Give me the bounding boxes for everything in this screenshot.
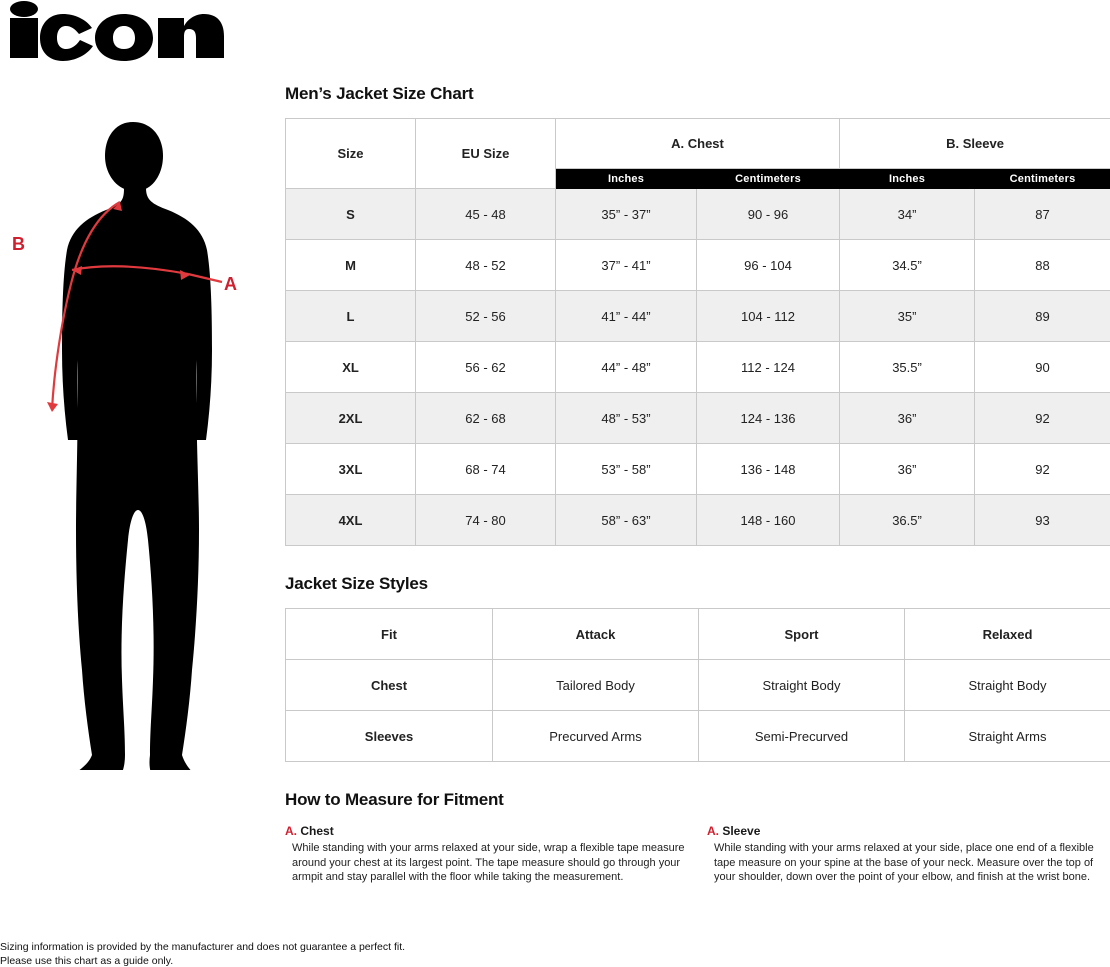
table-row [286,495,1110,546]
measure-chest-text: While standing with your arms relaxed at your side, wrap a flexible tape measure around your chest at its largest point. The tape measure should go through your armpit and stay parallel with the floor while taking the measurement. [292,842,685,884]
header-sleeve-inches: Inches [840,169,975,189]
styles-title: Jacket Size Styles [285,574,428,593]
cell-size: S [286,189,416,240]
table-row [286,342,1110,393]
cell-size: L [286,291,416,342]
table-row [286,240,1110,291]
cell-sleeve-cm: 90 [975,342,1110,393]
cell-eu: 52 - 56 [416,291,556,342]
cell-chest-in: 48” - 53” [556,393,697,444]
measure-sleeve-heading [707,824,1107,838]
cell-sleeve-in: 34.5” [840,240,975,291]
cell-sleeve-cm: 88 [975,240,1110,291]
cell-sleeve-in: 36” [840,393,975,444]
measure-chest-block [285,824,685,885]
cell-sleeve-in: 36” [840,444,975,495]
cell-sleeve-cm: 92 [975,444,1110,495]
styles-header-sport: Sport [699,609,905,660]
cell-sleeve-cm: 92 [975,393,1110,444]
cell-chest-in: 58” - 63” [556,495,697,546]
table-row [286,393,1110,444]
header-size: Size [286,119,416,189]
page-title: Men’s Jacket Size Chart [285,84,474,103]
size-chart-table [285,118,1110,546]
measure-chest-letter: A. [285,824,297,838]
cell-chest-cm: 148 - 160 [697,495,840,546]
styles-row-sleeves [286,711,1110,762]
cell-sleeve-in: 36.5” [840,495,975,546]
cell-eu: 74 - 80 [416,495,556,546]
cell-chest-cm: 96 - 104 [697,240,840,291]
cell-sleeve-in: 34” [840,189,975,240]
cell-chest-in: 41” - 44” [556,291,697,342]
measure-sleeve-block [707,824,1107,885]
styles-cell-sport: Semi-Precurved [699,711,905,762]
registered-mark: ® [213,42,220,52]
how-to-measure-section [285,824,1110,885]
silhouette-icon [0,110,272,770]
cell-sleeve-in: 35” [840,291,975,342]
cell-chest-cm: 112 - 124 [697,342,840,393]
styles-header-attack: Attack [493,609,699,660]
table-row [286,444,1110,495]
cell-eu: 62 - 68 [416,393,556,444]
styles-header-fit: Fit [286,609,493,660]
cell-sleeve-in: 35.5” [840,342,975,393]
footer-line-1: Sizing information is provided by the manufacturer and does not guarantee a perfect fit. [0,941,406,953]
styles-cell-relaxed: Straight Body [905,660,1110,711]
cell-chest-cm: 90 - 96 [697,189,840,240]
styles-row-chest [286,660,1110,711]
table-row [286,291,1110,342]
styles-row-label: Sleeves [286,711,493,762]
brand-logo [0,0,240,62]
cell-sleeve-cm: 87 [975,189,1110,240]
styles-cell-sport: Straight Body [699,660,905,711]
cell-eu: 68 - 74 [416,444,556,495]
header-chest-inches: Inches [556,169,697,189]
header-sleeve-group: B. Sleeve [840,119,1110,169]
jacket-size-styles-table [285,608,1110,762]
cell-chest-cm: 104 - 112 [697,291,840,342]
measure-sleeve-letter: A. [707,824,719,838]
measure-sleeve-name: Sleeve [722,824,761,838]
cell-size: 3XL [286,444,416,495]
cell-eu: 48 - 52 [416,240,556,291]
styles-cell-relaxed: Straight Arms [905,711,1110,762]
cell-eu: 56 - 62 [416,342,556,393]
table-header-row [286,119,1110,169]
styles-header-relaxed: Relaxed [905,609,1110,660]
cell-sleeve-cm: 93 [975,495,1110,546]
footer-line-2: Please use this chart as a guide only. [0,955,174,967]
cell-size: M [286,240,416,291]
cell-chest-in: 37” - 41” [556,240,697,291]
table-row [286,189,1110,240]
footer-disclaimer [0,940,1110,967]
cell-chest-cm: 136 - 148 [697,444,840,495]
styles-cell-attack: Precurved Arms [493,711,699,762]
cell-size: XL [286,342,416,393]
cell-sleeve-cm: 89 [975,291,1110,342]
cell-size: 2XL [286,393,416,444]
body-silhouette-figure [0,110,272,770]
measure-chest-name: Chest [300,824,334,838]
styles-header-row [286,609,1110,660]
content-column [285,84,1110,885]
how-to-measure-title: How to Measure for Fitment [285,790,504,809]
measure-chest-heading [285,824,685,838]
cell-chest-in: 44” - 48” [556,342,697,393]
header-eu-size: EU Size [416,119,556,189]
figure-label-b: B [12,234,25,254]
header-sleeve-centimeters: Centimeters [975,169,1110,189]
cell-chest-in: 35” - 37” [556,189,697,240]
styles-row-label: Chest [286,660,493,711]
icon-wordmark-icon [0,0,240,62]
header-chest-centimeters: Centimeters [697,169,840,189]
cell-chest-cm: 124 - 136 [697,393,840,444]
cell-chest-in: 53” - 58” [556,444,697,495]
header-chest-group: A. Chest [556,119,840,169]
cell-size: 4XL [286,495,416,546]
figure-label-a: A [224,274,237,294]
cell-eu: 45 - 48 [416,189,556,240]
styles-cell-attack: Tailored Body [493,660,699,711]
measure-sleeve-text: While standing with your arms relaxed at your side, place one end of a flexible tape measure on your spine at the base of your neck. Measure over the top of your shoulder, down over the point of your elbow, and finish at the wrist bone. [714,842,1094,884]
